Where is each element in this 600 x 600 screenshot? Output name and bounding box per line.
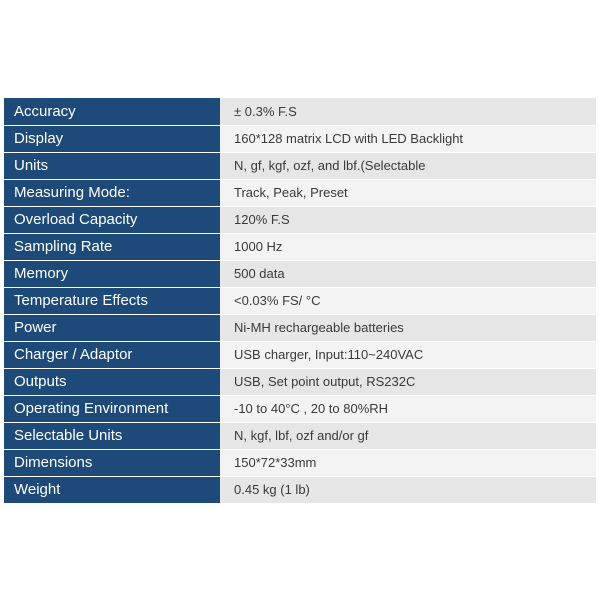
- spec-value: USB charger, Input:110~240VAC: [220, 341, 596, 368]
- spec-value: USB, Set point output, RS232C: [220, 368, 596, 395]
- spec-value: 0.45 kg (1 lb): [220, 476, 596, 503]
- spec-value: <0.03% FS/ °C: [220, 287, 596, 314]
- spec-row-display: [4, 125, 596, 152]
- spec-row-dimensions: [4, 449, 596, 476]
- spec-label: Measuring Mode:: [4, 179, 220, 206]
- spec-value: 1000 Hz: [220, 233, 596, 260]
- spec-row-selectable-units: [4, 422, 596, 449]
- spec-label: Operating Environment: [4, 395, 220, 422]
- spec-table: [4, 98, 596, 503]
- spec-row-memory: [4, 260, 596, 287]
- spec-label: Weight: [4, 476, 220, 503]
- spec-value: 500 data: [220, 260, 596, 287]
- spec-label: Selectable Units: [4, 422, 220, 449]
- spec-value: -10 to 40°C , 20 to 80%RH: [220, 395, 596, 422]
- spec-label: Charger / Adaptor: [4, 341, 220, 368]
- spec-value: 160*128 matrix LCD with LED Backlight: [220, 125, 596, 152]
- spec-label: Overload Capacity: [4, 206, 220, 233]
- spec-label: Memory: [4, 260, 220, 287]
- spec-value: N, gf, kgf, ozf, and lbf.(Selectable: [220, 152, 596, 179]
- spec-label: Power: [4, 314, 220, 341]
- spec-row-measuring-mode: [4, 179, 596, 206]
- spec-row-weight: [4, 476, 596, 503]
- spec-label: Accuracy: [4, 98, 220, 125]
- spec-value: N, kgf, lbf, ozf and/or gf: [220, 422, 596, 449]
- spec-row-outputs: [4, 368, 596, 395]
- spec-label: Temperature Effects: [4, 287, 220, 314]
- spec-row-accuracy: [4, 98, 596, 125]
- spec-row-overload-capacity: [4, 206, 596, 233]
- spec-row-operating-environment: [4, 395, 596, 422]
- spec-label: Units: [4, 152, 220, 179]
- spec-label: Outputs: [4, 368, 220, 395]
- spec-label: Display: [4, 125, 220, 152]
- spec-row-temperature-effects: [4, 287, 596, 314]
- spec-value: Ni-MH rechargeable batteries: [220, 314, 596, 341]
- spec-row-power: [4, 314, 596, 341]
- spec-row-sampling-rate: [4, 233, 596, 260]
- spec-label: Sampling Rate: [4, 233, 220, 260]
- spec-row-units: [4, 152, 596, 179]
- spec-value: 150*72*33mm: [220, 449, 596, 476]
- spec-label: Dimensions: [4, 449, 220, 476]
- spec-value: Track, Peak, Preset: [220, 179, 596, 206]
- spec-value: ± 0.3% F.S: [220, 98, 596, 125]
- spec-value: 120% F.S: [220, 206, 596, 233]
- spec-row-charger-adaptor: [4, 341, 596, 368]
- spec-table-body: [4, 98, 596, 503]
